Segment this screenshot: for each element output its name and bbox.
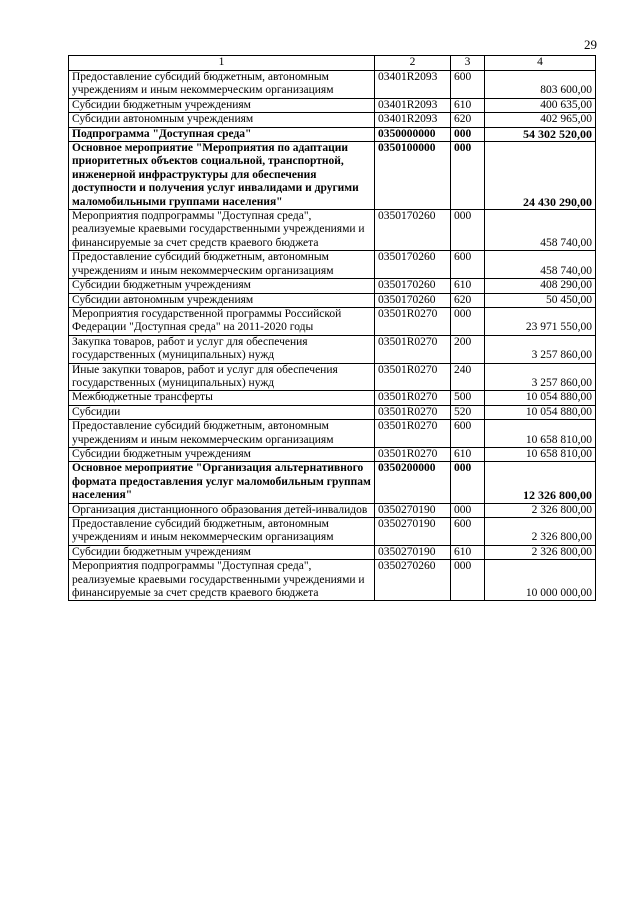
row-code-cell: 0350170260: [375, 293, 451, 307]
table-row: [69, 420, 596, 448]
row-type-cell: 600: [451, 420, 485, 448]
row-amount-cell: 2 326 800,00: [485, 545, 596, 559]
table-row: [69, 307, 596, 335]
table-row: [69, 279, 596, 293]
row-type-cell: 600: [451, 518, 485, 546]
header-col-2: 2: [375, 56, 451, 71]
row-amount-cell: 54 302 520,00: [485, 127, 596, 141]
row-amount-cell: 408 290,00: [485, 279, 596, 293]
row-name-cell: Субсидии: [69, 405, 375, 419]
table-row: [69, 503, 596, 517]
table-row: [69, 113, 596, 127]
row-type-cell: 000: [451, 560, 485, 601]
table-row: [69, 545, 596, 559]
row-amount-cell: 402 965,00: [485, 113, 596, 127]
row-code-cell: 0350270190: [375, 545, 451, 559]
row-type-cell: 610: [451, 447, 485, 461]
row-type-cell: 520: [451, 405, 485, 419]
table-row: [69, 71, 596, 99]
row-name-cell: Межбюджетные трансферты: [69, 391, 375, 405]
table-row: [69, 335, 596, 363]
row-name-cell: Подпрограмма "Доступная среда": [69, 127, 375, 141]
row-name-cell: Субсидии бюджетным учреждениям: [69, 447, 375, 461]
row-code-cell: 0350170260: [375, 279, 451, 293]
row-amount-cell: 400 635,00: [485, 98, 596, 112]
row-name-cell: Предоставление субсидий бюджетным, автономным учреждениям и иным некоммерческим организациям: [69, 518, 375, 546]
budget-table: [68, 55, 596, 601]
row-name-cell: Предоставление субсидий бюджетным, автономным учреждениям и иным некоммерческим организациям: [69, 420, 375, 448]
table-row: [69, 251, 596, 279]
row-code-cell: 03501R0270: [375, 335, 451, 363]
row-code-cell: 03501R0270: [375, 447, 451, 461]
row-name-cell: Основное мероприятие "Мероприятия по адаптации приоритетных объектов социальной, транспортной, инженерной инфраструктуры для обеспечения доступности и получения услуг инвалидами и другими маломобильными группами населения": [69, 142, 375, 210]
row-code-cell: 03501R0270: [375, 391, 451, 405]
header-row: [69, 56, 596, 71]
table-row: [69, 560, 596, 601]
row-type-cell: 600: [451, 251, 485, 279]
row-code-cell: 0350200000: [375, 462, 451, 503]
row-type-cell: 500: [451, 391, 485, 405]
row-amount-cell: 2 326 800,00: [485, 518, 596, 546]
row-amount-cell: 10 658 810,00: [485, 420, 596, 448]
row-code-cell: 03401R2093: [375, 71, 451, 99]
row-amount-cell: 10 000 000,00: [485, 560, 596, 601]
row-code-cell: 0350000000: [375, 127, 451, 141]
row-amount-cell: 803 600,00: [485, 71, 596, 99]
table-row: [69, 518, 596, 546]
table-row: [69, 462, 596, 503]
row-amount-cell: 23 971 550,00: [485, 307, 596, 335]
table-row: [69, 142, 596, 210]
row-amount-cell: 24 430 290,00: [485, 142, 596, 210]
row-amount-cell: 2 326 800,00: [485, 503, 596, 517]
row-type-cell: 000: [451, 503, 485, 517]
row-amount-cell: 12 326 800,00: [485, 462, 596, 503]
row-amount-cell: 50 450,00: [485, 293, 596, 307]
row-code-cell: 03501R0270: [375, 307, 451, 335]
row-code-cell: 03501R0270: [375, 420, 451, 448]
row-code-cell: 0350270260: [375, 560, 451, 601]
row-code-cell: 03501R0270: [375, 405, 451, 419]
row-code-cell: 0350170260: [375, 251, 451, 279]
row-type-cell: 610: [451, 279, 485, 293]
row-type-cell: 000: [451, 462, 485, 503]
row-code-cell: 03401R2093: [375, 113, 451, 127]
table-row: [69, 405, 596, 419]
row-type-cell: 620: [451, 293, 485, 307]
row-name-cell: Мероприятия подпрограммы "Доступная среда", реализуемые краевыми государственными учреждениями и финансируемые за счет средств краевого бюджета: [69, 210, 375, 251]
row-name-cell: Субсидии бюджетным учреждениям: [69, 98, 375, 112]
row-type-cell: 610: [451, 98, 485, 112]
row-code-cell: 0350270190: [375, 503, 451, 517]
row-name-cell: Субсидии автономным учреждениям: [69, 293, 375, 307]
table-row: [69, 391, 596, 405]
row-type-cell: 000: [451, 127, 485, 141]
table-row: [69, 210, 596, 251]
row-type-cell: 000: [451, 307, 485, 335]
row-name-cell: Организация дистанционного образования детей-инвалидов: [69, 503, 375, 517]
row-code-cell: 0350270190: [375, 518, 451, 546]
row-name-cell: Мероприятия государственной программы Российской Федерации "Доступная среда" на 2011-2020 годы: [69, 307, 375, 335]
row-type-cell: 620: [451, 113, 485, 127]
row-code-cell: 03401R2093: [375, 98, 451, 112]
row-name-cell: Основное мероприятие "Организация альтернативного формата предоставления услуг маломобильным группам населения": [69, 462, 375, 503]
row-name-cell: Мероприятия подпрограммы "Доступная среда", реализуемые краевыми государственными учреждениями и финансируемые за счет средств краевого бюджета: [69, 560, 375, 601]
row-amount-cell: 10 658 810,00: [485, 447, 596, 461]
row-amount-cell: 10 054 880,00: [485, 391, 596, 405]
table-row: [69, 98, 596, 112]
header-col-1: 1: [69, 56, 375, 71]
row-amount-cell: 3 257 860,00: [485, 363, 596, 391]
row-type-cell: 600: [451, 71, 485, 99]
page-number: 29: [584, 37, 597, 52]
row-name-cell: Субсидии бюджетным учреждениям: [69, 279, 375, 293]
table-row: [69, 447, 596, 461]
row-amount-cell: 458 740,00: [485, 251, 596, 279]
header-col-3: 3: [451, 56, 485, 71]
row-type-cell: 240: [451, 363, 485, 391]
row-amount-cell: 458 740,00: [485, 210, 596, 251]
row-code-cell: 0350170260: [375, 210, 451, 251]
table-row: [69, 363, 596, 391]
row-type-cell: 200: [451, 335, 485, 363]
row-name-cell: Иные закупки товаров, работ и услуг для обеспечения государственных (муниципальных) нужд: [69, 363, 375, 391]
row-code-cell: 03501R0270: [375, 363, 451, 391]
row-type-cell: 610: [451, 545, 485, 559]
row-name-cell: Субсидии бюджетным учреждениям: [69, 545, 375, 559]
row-name-cell: Предоставление субсидий бюджетным, автономным учреждениям и иным некоммерческим организациям: [69, 71, 375, 99]
table-row: [69, 127, 596, 141]
row-name-cell: Предоставление субсидий бюджетным, автономным учреждениям и иным некоммерческим организациям: [69, 251, 375, 279]
row-name-cell: Закупка товаров, работ и услуг для обеспечения государственных (муниципальных) нужд: [69, 335, 375, 363]
row-type-cell: 000: [451, 210, 485, 251]
header-col-4: 4: [485, 56, 596, 71]
row-amount-cell: 10 054 880,00: [485, 405, 596, 419]
row-type-cell: 000: [451, 142, 485, 210]
row-name-cell: Субсидии автономным учреждениям: [69, 113, 375, 127]
row-amount-cell: 3 257 860,00: [485, 335, 596, 363]
table-row: [69, 293, 596, 307]
row-code-cell: 0350100000: [375, 142, 451, 210]
